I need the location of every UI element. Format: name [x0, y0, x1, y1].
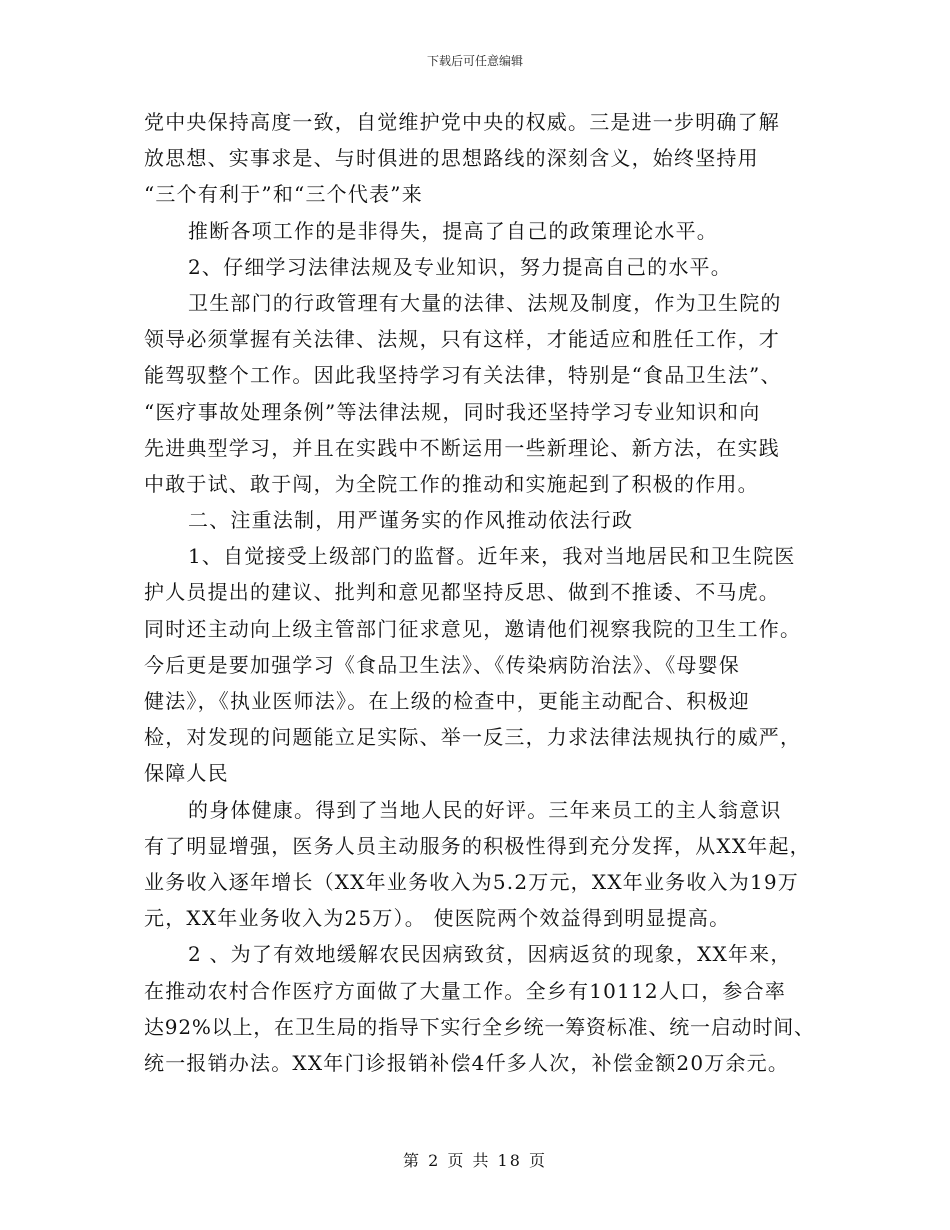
text-line: 今后更是要加强学习《食品卫生法》、《传染病防治法》、《母婴保 [144, 652, 740, 677]
text-line: 有了明显增强，医务人员主动服务的积极性得到充分发挥，从XX年起， [144, 833, 811, 858]
text-line: 健法》，《执业医师法》。在上级的检查中，更能主动配合、积极迎 [144, 689, 750, 713]
text-line: 同时还主动向上级主管部门征求意见，邀请他们视察我院的卫生工作。 [144, 616, 802, 641]
text-line: 中敢于试、敢于闯，为全院工作的推动和实施起到了积极的作用。 [144, 471, 759, 496]
text-line: 检，对发现的问题能立足实际、举一反三，力求法律法规执行的威严， [144, 725, 802, 750]
text-line: 卫生部门的行政管理有大量的法律、法规及制度，作为卫生院的 [188, 290, 782, 315]
page-header: 下载后可任意编辑 [426, 54, 523, 68]
text-line: 党中央保持高度一致，自觉维护党中央的权威。三是进一步明确了解 [144, 110, 780, 134]
text-line: “三个有利于”和“三个代表”来 [144, 182, 423, 207]
document-body [144, 104, 824, 1081]
text-line: 统一报销办法。XX年门诊报销补偿4仟多人次，补偿金额20万余元。 [144, 1050, 790, 1075]
text-line: 2 、为了有效地缓解农民因病致贫，因病返贫的现象，XX年来， [188, 942, 792, 967]
text-line: 1、自觉接受上级部门的监督。近年来，我对当地居民和卫生院医 [188, 544, 796, 569]
page-footer: 第 2 页 共 18 页 [403, 1151, 547, 1170]
text-line: 2、仔细学习法律法规及专业知识，努力提高自己的水平。 [188, 254, 732, 279]
text-line: 放思想、实事求是、与时俱进的思想路线的深刻含义，始终坚持用 [144, 146, 759, 171]
text-line: “医疗事故处理条例”等法律法规，同时我还坚持学习专业知识和向 [144, 399, 761, 424]
text-line: 先进典型学习，并且在实践中不断运用一些新理论、新方法，在实践 [144, 435, 780, 460]
text-line: 推断各项工作的是非得失，提高了自己的政策理论水平。 [188, 218, 718, 243]
text-line: 业务收入逐年增长（XX年业务收入为5.2万元，XX年业务收入为19万 [144, 869, 800, 894]
text-line: 能驾驭整个工作。因此我坚持学习有关法律，特别是“食品卫生法”、 [144, 363, 782, 388]
text-line: 二、注重法制，用严谨务实的作风推动依法行政 [188, 508, 634, 533]
text-line: 护人员提出的建议、批判和意见都坚持反思、做到不推诿、不马虎。 [144, 580, 780, 605]
text-line: 的身体健康。得到了当地人民的好评。三年来员工的主人翁意识 [188, 797, 782, 822]
text-line: 保障人民 [144, 761, 229, 786]
text-line: 领导必须掌握有关法律、法规，只有这样，才能适应和胜任工作，才 [144, 327, 780, 352]
text-line: 元，XX年业务收入为25万）。 使医院两个效益得到明显提高。 [144, 906, 731, 931]
text-line: 达92%以上，在卫生局的指导下实行全乡统一筹资标准、统一启动时间、 [144, 1014, 815, 1039]
text-line: 在推动农村合作医疗方面做了大量工作。全乡有10112人口，参合率 [144, 978, 787, 1003]
